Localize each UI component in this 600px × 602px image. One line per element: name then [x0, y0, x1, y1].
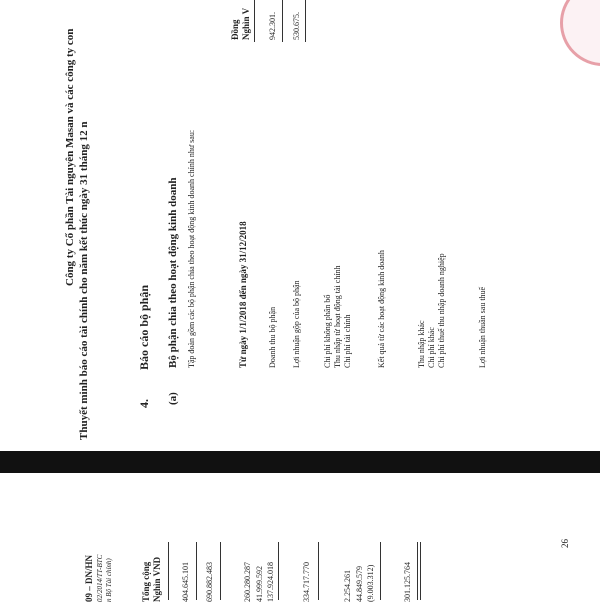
- section-title: Báo cáo bộ phận: [137, 284, 151, 370]
- sub-title: Bộ phận chia theo hoạt động kinh doanh: [167, 177, 179, 368]
- form-code: 09 – DN/HN: [84, 555, 94, 602]
- val-gross: 530.675.: [292, 12, 301, 40]
- header-rule: [168, 542, 169, 600]
- page-number: 26: [560, 539, 570, 548]
- col-header-line2: Nghìn V: [241, 7, 251, 40]
- total-value-4: 137.924.018: [266, 562, 275, 602]
- total-value-5: 334.717.770: [302, 562, 311, 602]
- row-fin-income: Thu nhập từ hoạt động tài chính: [333, 265, 342, 368]
- row-tax: Chi phí thuế thu nhập doanh nghiệp: [437, 253, 446, 368]
- page-separator-band: [0, 451, 600, 473]
- row-other-income: Thu nhập khác: [417, 320, 426, 368]
- row-operating-result: Kết quả từ các hoạt động kinh doanh: [377, 250, 386, 368]
- total-value-3: 41.999.592: [255, 566, 264, 602]
- row-net-profit: Lợi nhuận thuần sau thuế: [478, 286, 487, 368]
- row-fin-expense: Chi phí tài chính: [343, 314, 352, 368]
- rule-0: [196, 542, 197, 600]
- rule-1: [220, 542, 221, 600]
- rule-5a: [417, 542, 418, 600]
- note-title: Thuyết minh báo cáo tài chính cho năm kết thúc ngày 31 tháng 12 n: [78, 121, 90, 440]
- val-revenue: 942.301.: [268, 12, 277, 40]
- total-value-1: 690.882.483: [205, 562, 214, 602]
- total-value-2: 260.280.287: [243, 562, 252, 602]
- total-value-8: (9.003.312): [366, 564, 375, 602]
- company-seal-stamp: [560, 0, 600, 66]
- row-gross-profit: Lợi nhuận gộp của bộ phận: [292, 280, 301, 368]
- row-other-expense: Chi phí khác: [427, 327, 436, 368]
- ministry-ref: n Bộ Tài chính): [105, 558, 113, 602]
- rule-4: [380, 542, 381, 600]
- total-value-9: 301.125.764: [403, 562, 412, 602]
- row-unallocated: Chi phí không phân bổ: [323, 294, 332, 368]
- circular-ref: 02/2014/TT-BTC: [96, 554, 104, 602]
- total-value-6: 2.254.261: [343, 570, 352, 602]
- intro-text: Tập đoàn gồm các bộ phận chia theo hoạt động kinh doanh chính như sau:: [187, 129, 196, 368]
- rule-2: [278, 542, 279, 600]
- total-value-0: 404.645.101: [181, 562, 190, 602]
- sub-label: (a): [167, 392, 179, 405]
- total-header: Tổng cộng: [141, 561, 151, 602]
- col-header-line1: Đồng: [230, 19, 240, 40]
- val-gross-rule: [305, 0, 306, 42]
- total-value-7: 44.849.579: [355, 566, 364, 602]
- col-header-rule: [254, 0, 255, 42]
- section-number: 4.: [137, 399, 151, 408]
- val-revenue-rule: [282, 0, 283, 42]
- rule-5b: [420, 542, 421, 600]
- period-heading: Từ ngày 1/1/2018 đến ngày 31/12/2018: [238, 221, 248, 368]
- company-name: Công ty Cổ phần Tài nguyên Masan và các công ty con: [64, 28, 76, 286]
- rule-3: [318, 542, 319, 600]
- row-revenue: Doanh thu bộ phận: [268, 306, 277, 368]
- unit-header: Nghìn VND: [152, 556, 162, 602]
